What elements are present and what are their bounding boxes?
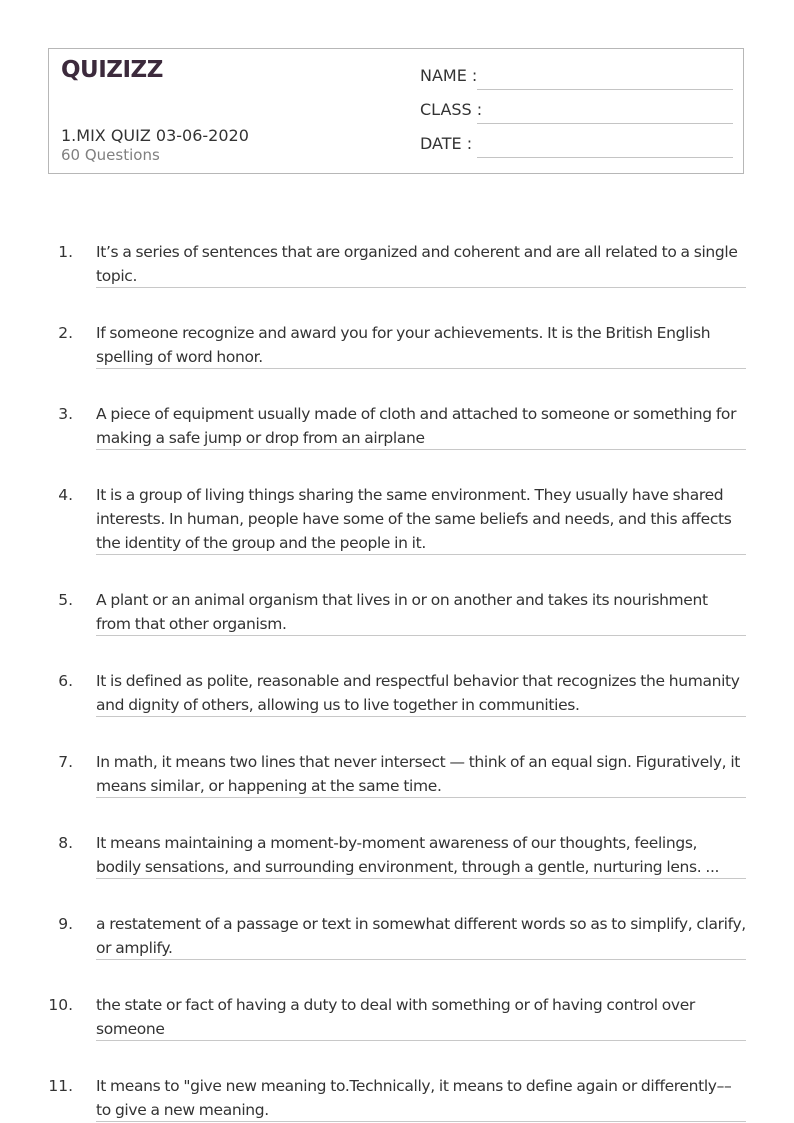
quiz-title: 1.MIX QUIZ 03-06-2020: [61, 126, 249, 145]
question-text: A plant or an animal organism that lives in or on another and takes its nourishment from that other organism.: [96, 591, 708, 633]
question-text: If someone recognize and award you for your achievements. It is the British English spelling of word honor.: [96, 324, 711, 366]
answer-line[interactable]: [96, 554, 746, 555]
name-field[interactable]: [420, 66, 733, 90]
answer-line[interactable]: [96, 449, 746, 450]
question-number: 5.: [58, 591, 73, 609]
answer-line[interactable]: [96, 797, 746, 798]
question-text: the state or fact of having a duty to deal with something or of having control over someone: [96, 996, 695, 1038]
question-text: It means maintaining a moment-by-moment awareness of our thoughts, feelings, bodily sensations, and surrounding environment, through a gentle, nurturing lens. ...: [96, 834, 720, 876]
question-number: 2.: [58, 324, 73, 342]
class-line: [477, 123, 733, 124]
quizizz-logo: QUIZIZZ: [61, 57, 163, 83]
answer-line[interactable]: [96, 368, 746, 369]
question-text: It’s a series of sentences that are organized and coherent and are all related to a single topic.: [96, 243, 738, 285]
question-number: 10.: [48, 996, 73, 1014]
answer-line[interactable]: [96, 1040, 746, 1041]
question-number: 3.: [58, 405, 73, 423]
question-number: 7.: [58, 753, 73, 771]
date-field[interactable]: [420, 134, 733, 158]
answer-line[interactable]: [96, 635, 746, 636]
question-number: 1.: [58, 243, 73, 261]
date-label: DATE :: [420, 134, 473, 153]
question-number: 4.: [58, 486, 73, 504]
question-text: In math, it means two lines that never intersect — think of an equal sign. Figuratively, it means similar, or happening at the same time.: [96, 753, 741, 795]
date-line: [477, 157, 733, 158]
question-number: 8.: [58, 834, 73, 852]
worksheet-header: [48, 48, 744, 174]
answer-line[interactable]: [96, 287, 746, 288]
class-field[interactable]: [420, 100, 733, 124]
question-number: 9.: [58, 915, 73, 933]
answer-line[interactable]: [96, 878, 746, 879]
answer-line[interactable]: [96, 1121, 746, 1122]
question-text: It is defined as polite, reasonable and respectful behavior that recognizes the humanity and dignity of others, allowing us to live together in communities.: [96, 672, 740, 714]
question-count: 60 Questions: [61, 146, 160, 164]
answer-line[interactable]: [96, 959, 746, 960]
name-line: [477, 89, 733, 90]
question-number: 6.: [58, 672, 73, 690]
class-label: CLASS :: [420, 100, 483, 119]
question-text: It means to "give new meaning to.Technically, it means to define again or differently––to give a new meaning.: [96, 1077, 732, 1119]
name-label: NAME :: [420, 66, 478, 85]
question-text: a restatement of a passage or text in somewhat different words so as to simplify, clarify, or amplify.: [96, 915, 746, 957]
question-text: It is a group of living things sharing the same environment. They usually have shared interests. In human, people have some of the same beliefs and needs, and this affects the identity of the group and the people in it.: [96, 486, 732, 552]
answer-line[interactable]: [96, 716, 746, 717]
question-text: A piece of equipment usually made of cloth and attached to someone or something for making a safe jump or drop from an airplane: [96, 405, 737, 447]
question-number: 11.: [48, 1077, 73, 1095]
